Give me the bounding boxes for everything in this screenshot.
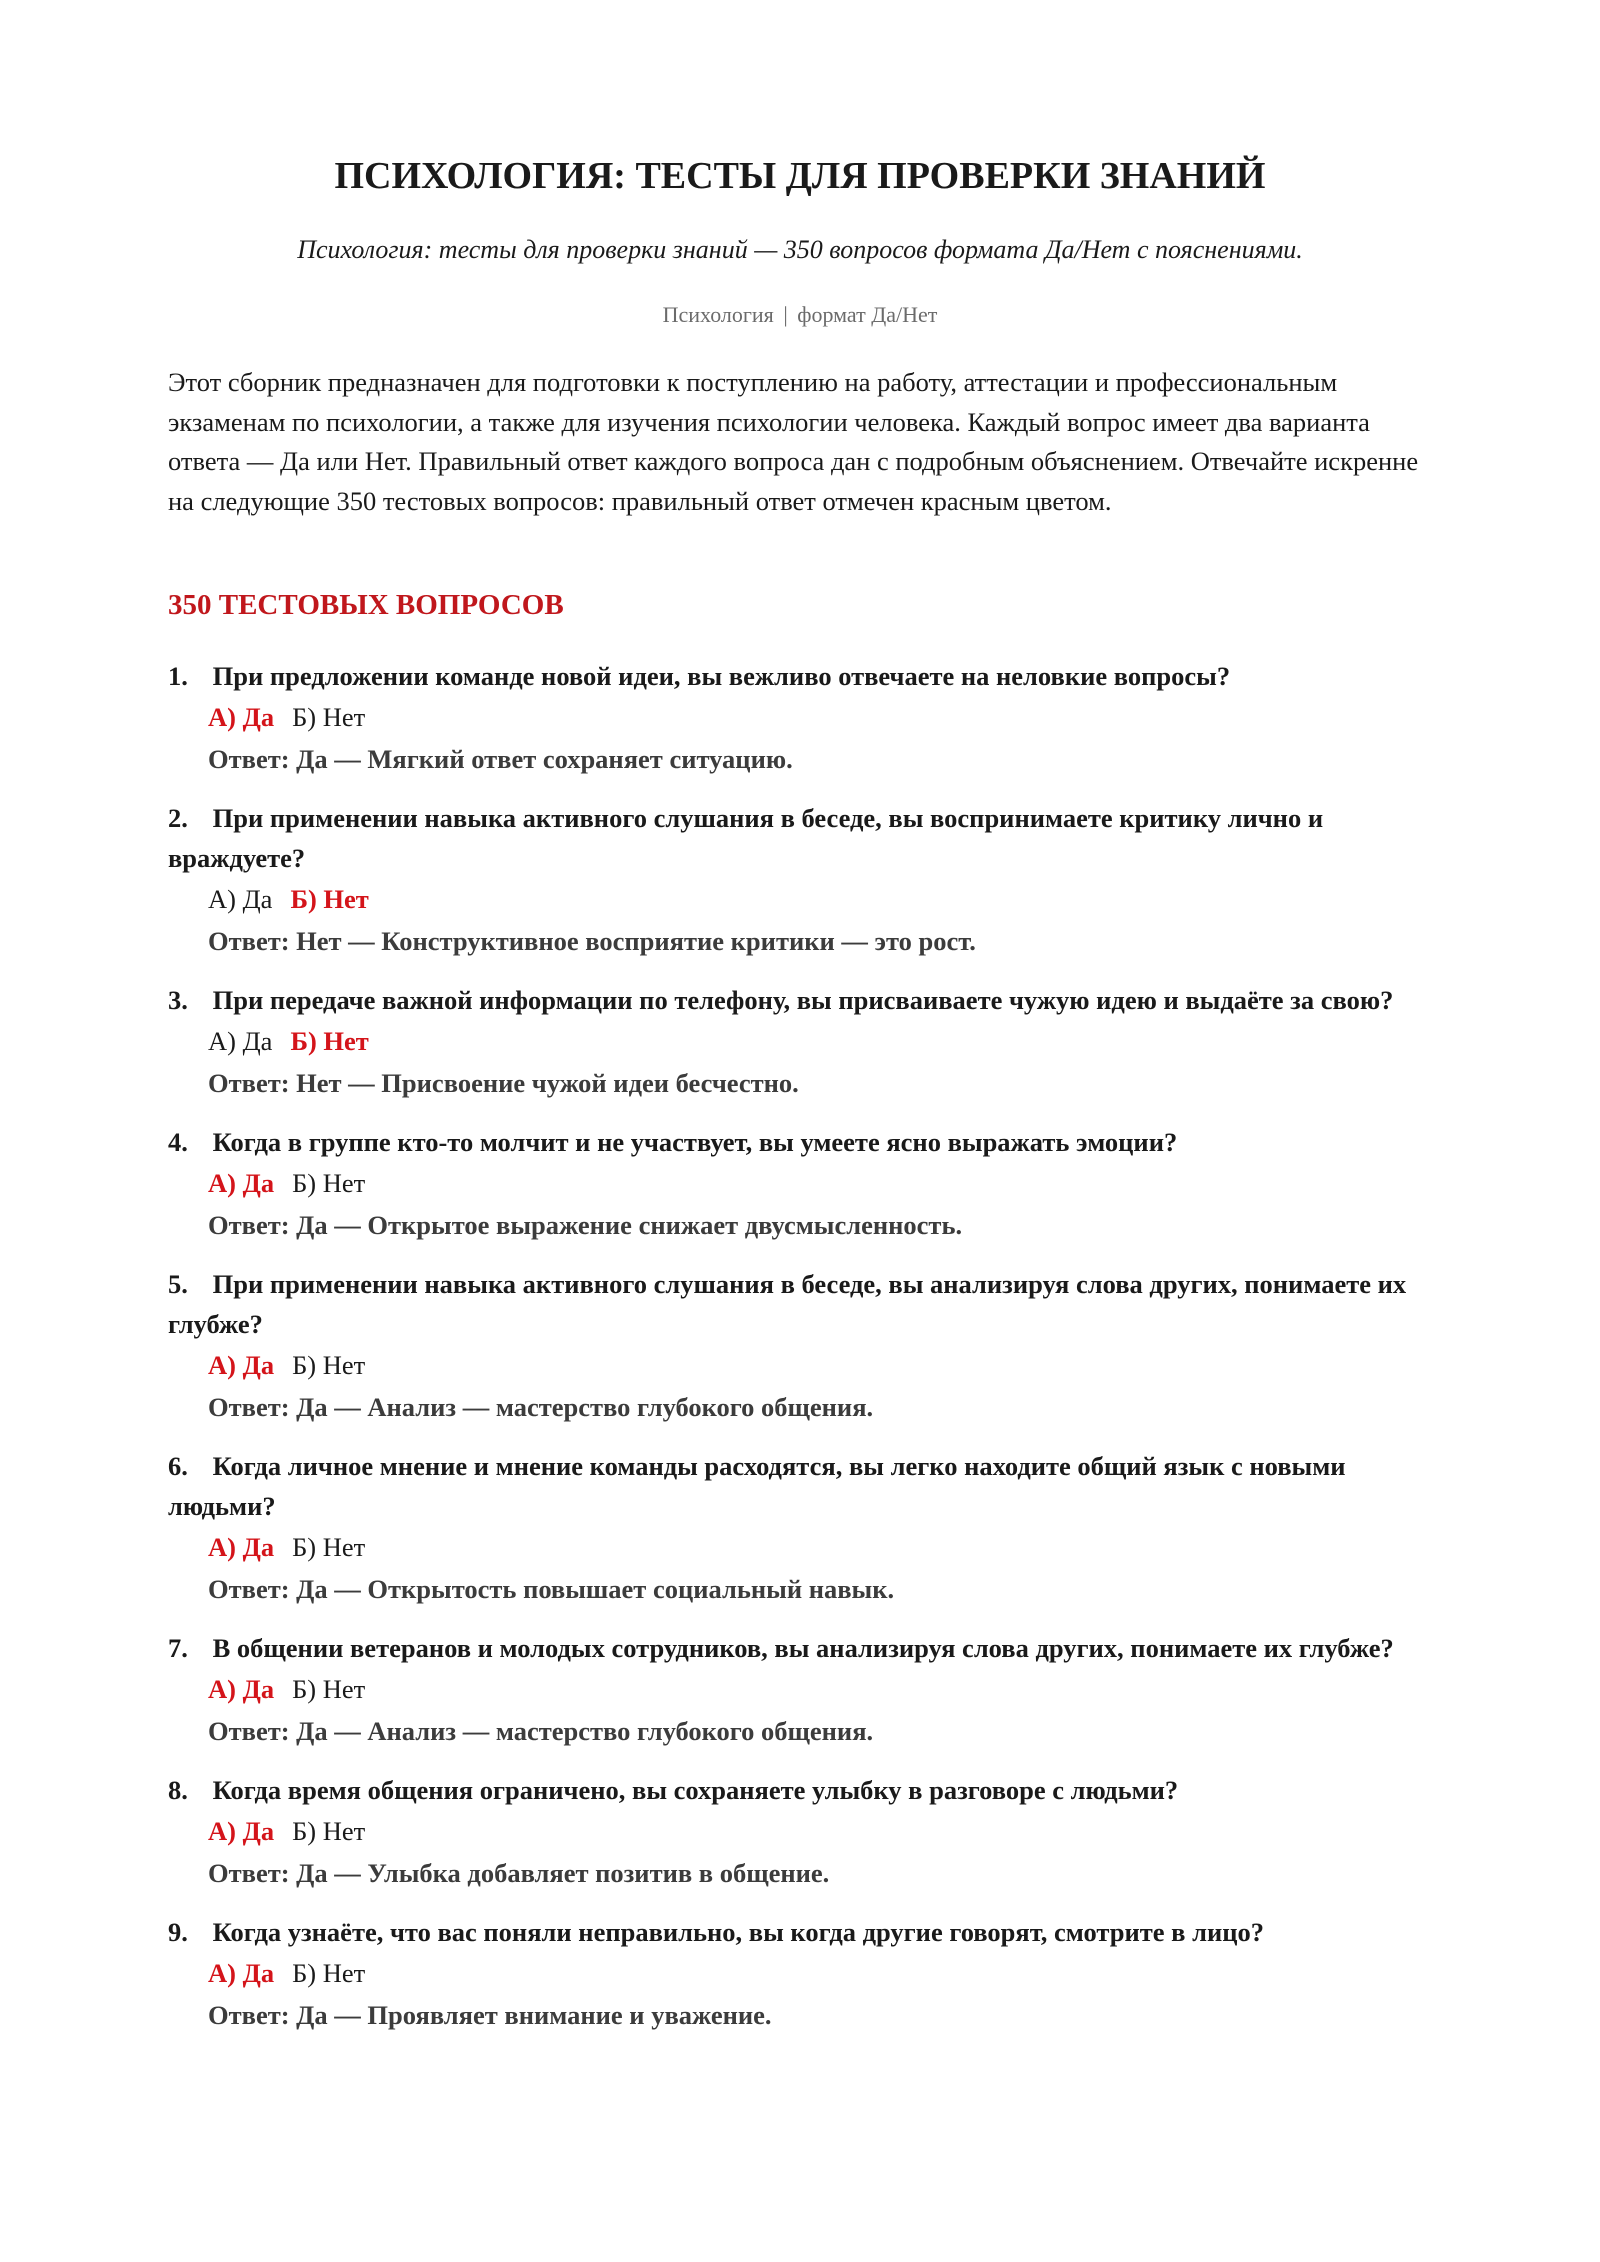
option-a: А) Да [208, 1168, 275, 1198]
question-list [168, 656, 1432, 2054]
question-number: 9. [168, 1917, 188, 1947]
answer-options [168, 1810, 1432, 1852]
question-item [168, 1122, 1432, 1246]
answer-explanation: Ответ: Да — Анализ — мастерство глубокого общения. [208, 1716, 874, 1746]
option-b: Б) Нет [292, 1350, 366, 1380]
question-label: Когда узнаёте, что вас поняли неправильно, вы когда другие говорят, смотрите в лицо? [212, 1917, 1264, 1947]
question-text [168, 1912, 1432, 1952]
question-number: 4. [168, 1127, 188, 1157]
question-text [168, 656, 1432, 696]
meta-category: Психология [662, 302, 774, 327]
answer-options [168, 1344, 1432, 1386]
question-text [168, 1122, 1432, 1162]
answer-options [168, 878, 1432, 920]
option-b: Б) Нет [292, 1168, 366, 1198]
option-a: А) Да [208, 1350, 275, 1380]
option-b: Б) Нет [292, 1532, 366, 1562]
answer-options [168, 696, 1432, 738]
option-a: А) Да [208, 1816, 275, 1846]
option-b: Б) Нет [292, 702, 366, 732]
option-a: А) Да [208, 884, 273, 914]
option-a: А) Да [208, 1674, 275, 1704]
question-number: 3. [168, 985, 188, 1015]
question-label: При применении навыка активного слушания в беседе, вы анализируя слова других, понимаете их глубже? [168, 1269, 1407, 1339]
option-b: Б) Нет [292, 1958, 366, 1988]
option-a: А) Да [208, 1026, 273, 1056]
answer-options [168, 1668, 1432, 1710]
question-item [168, 798, 1432, 962]
page-title: ПСИХОЛОГИЯ: ТЕСТЫ ДЛЯ ПРОВЕРКИ ЗНАНИЙ [334, 155, 1266, 197]
question-text [168, 1264, 1432, 1344]
question-label: Когда время общения ограничено, вы сохраняете улыбку в разговоре с людьми? [212, 1775, 1179, 1805]
question-label: При применении навыка активного слушания в беседе, вы воспринимаете критику лично и враждуете? [168, 803, 1324, 873]
question-number: 6. [168, 1451, 188, 1481]
question-text [168, 1770, 1432, 1810]
answer-explanation: Ответ: Да — Открытость повышает социальный навык. [208, 1574, 895, 1604]
answer-explanation: Ответ: Да — Мягкий ответ сохраняет ситуацию. [208, 744, 793, 774]
option-b: Б) Нет [290, 1026, 369, 1056]
question-number: 7. [168, 1633, 188, 1663]
question-text [168, 798, 1432, 878]
question-number: 5. [168, 1269, 188, 1299]
section-heading: 350 ТЕСТОВЫХ ВОПРОСОВ [168, 589, 564, 621]
answer-explanation: Ответ: Да — Проявляет внимание и уважение. [208, 2000, 772, 2030]
intro-paragraph: Этот сборник предназначен для подготовки к поступлению на работу, аттестации и профессиональным экзаменам по психологии, а также для изучения психологии человека. Каждый вопрос имеет два варианта ответа — Да или Нет. Правильный ответ каждого вопроса дан с подробным объяснением. Отвечайте искренне на следующие 350 тестовых вопросов: правильный ответ отмечен красным цветом. [168, 367, 1419, 516]
question-item [168, 1446, 1432, 1610]
meta-separator: | [783, 302, 788, 327]
answer-explanation: Ответ: Нет — Конструктивное восприятие критики — это рост. [208, 926, 976, 956]
question-label: При предложении команде новой идеи, вы вежливо отвечаете на неловкие вопросы? [212, 661, 1231, 691]
option-a: А) Да [208, 1958, 275, 1988]
question-text [168, 1628, 1432, 1668]
question-number: 8. [168, 1775, 188, 1805]
question-item [168, 1912, 1432, 2036]
document-meta [168, 300, 1432, 330]
answer-options [168, 1526, 1432, 1568]
question-number: 1. [168, 661, 188, 691]
answer-explanation: Ответ: Да — Анализ — мастерство глубокого общения. [208, 1392, 874, 1422]
question-text [168, 980, 1432, 1020]
question-label: В общении ветеранов и молодых сотрудников, вы анализируя слова других, понимаете их глубже? [212, 1633, 1394, 1663]
option-b: Б) Нет [292, 1674, 366, 1704]
question-item [168, 980, 1432, 1104]
answer-options [168, 1162, 1432, 1204]
question-item [168, 656, 1432, 780]
option-a: А) Да [208, 1532, 275, 1562]
page-subtitle: Психология: тесты для проверки знаний — 350 вопросов формата Да/Нет с пояснениями. [297, 235, 1303, 264]
option-a: А) Да [208, 702, 275, 732]
answer-explanation: Ответ: Да — Улыбка добавляет позитив в общение. [208, 1858, 830, 1888]
question-number: 2. [168, 803, 188, 833]
option-b: Б) Нет [292, 1816, 366, 1846]
answer-options [168, 1952, 1432, 1994]
answer-explanation: Ответ: Нет — Присвоение чужой идеи бесчестно. [208, 1068, 799, 1098]
question-label: При передаче важной информации по телефону, вы присваиваете чужую идею и выдаёте за свою? [212, 985, 1394, 1015]
question-label: Когда в группе кто-то молчит и не участвует, вы умеете ясно выражать эмоции? [212, 1127, 1178, 1157]
option-b: Б) Нет [290, 884, 369, 914]
question-item [168, 1628, 1432, 1752]
answer-options [168, 1020, 1432, 1062]
question-text [168, 1446, 1432, 1526]
answer-explanation: Ответ: Да — Открытое выражение снижает двусмысленность. [208, 1210, 963, 1240]
question-label: Когда личное мнение и мнение команды расходятся, вы легко находите общий язык с новыми людьми? [168, 1451, 1346, 1521]
meta-format: формат Да/Нет [797, 302, 938, 327]
question-item [168, 1770, 1432, 1894]
question-item [168, 1264, 1432, 1428]
